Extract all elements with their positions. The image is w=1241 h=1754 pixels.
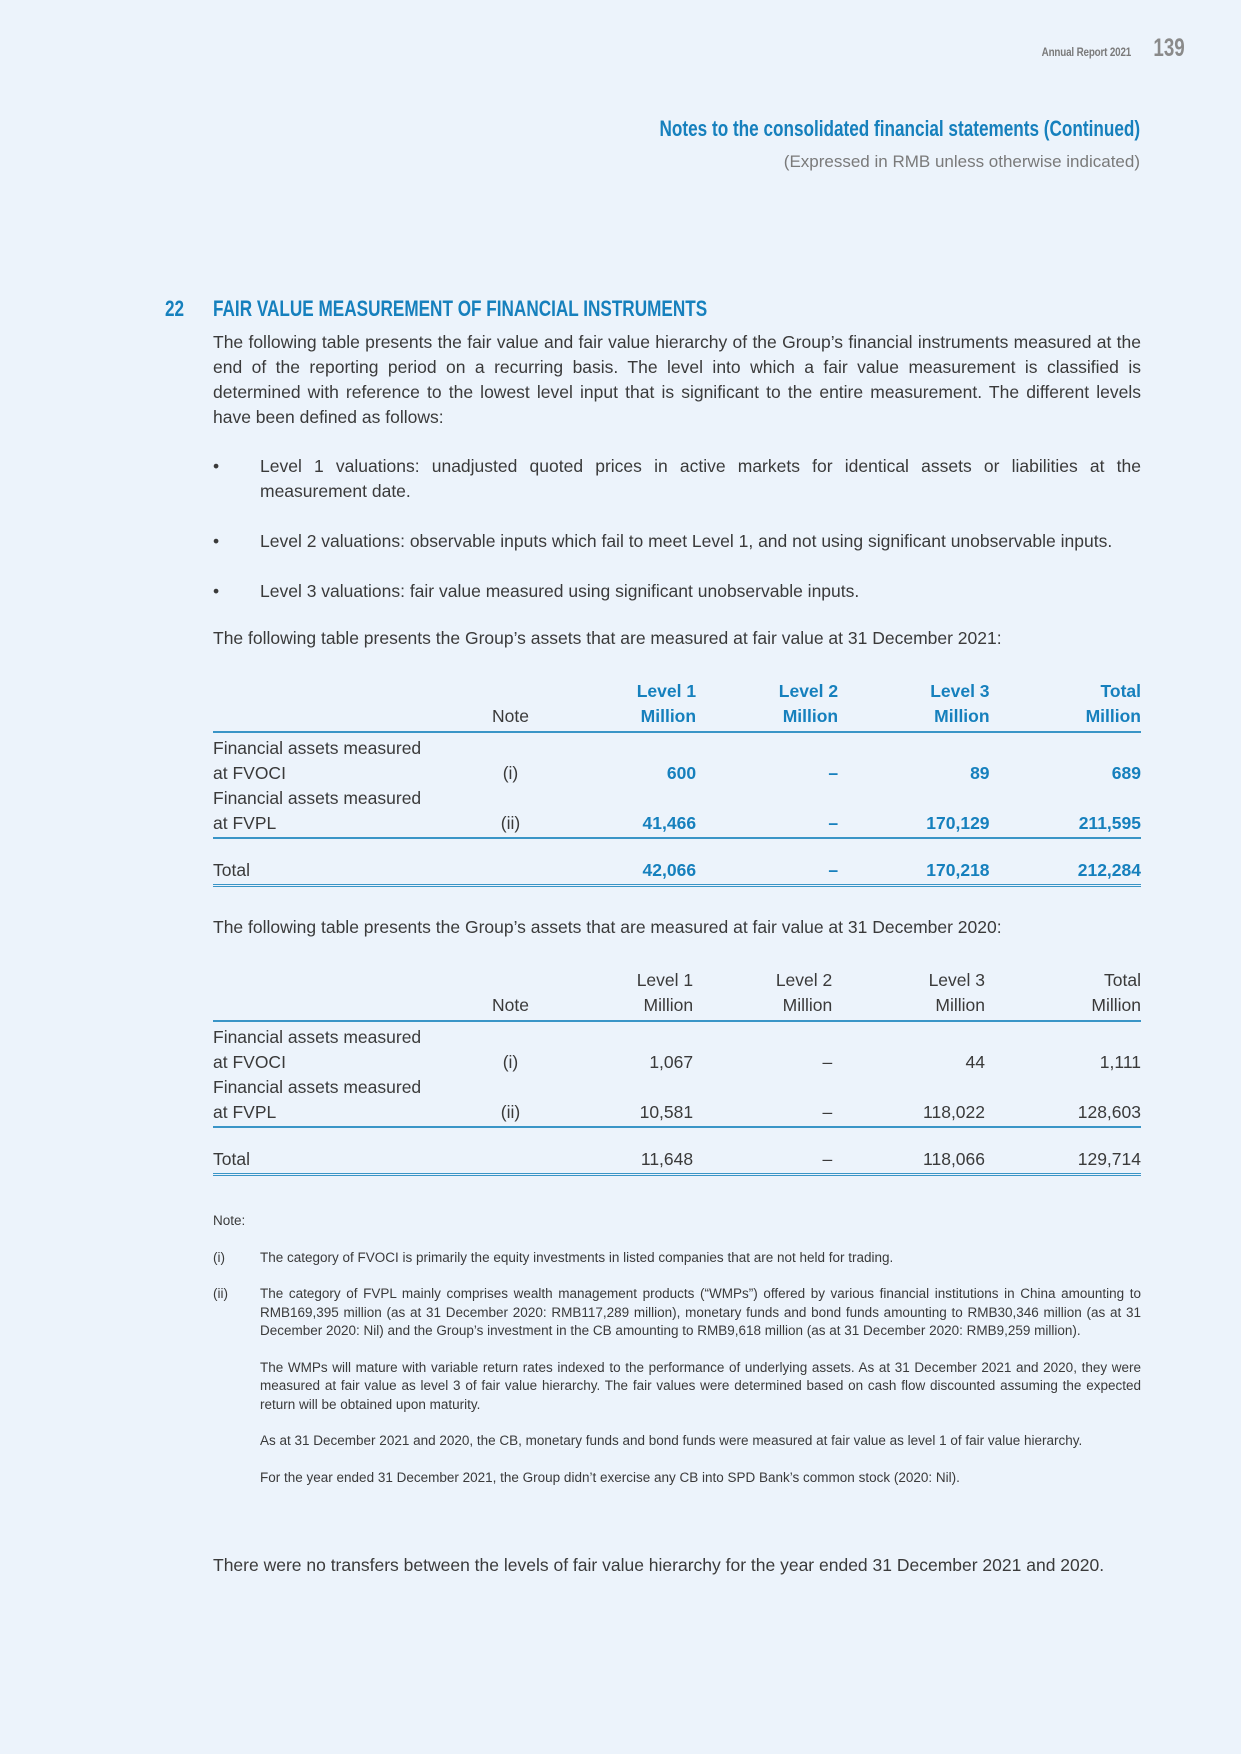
row-label: Financial assets measured xyxy=(213,738,422,758)
list-item-text: Level 1 valuations: unadjusted quoted prices in active markets for identical assets or liabilities at the measurement date. xyxy=(260,456,1141,501)
table-row xyxy=(213,1075,1141,1100)
row-note: (i) xyxy=(502,1052,519,1072)
note-text: The category of FVPL mainly comprises wealth management products (“WMPs”) offered by various financial institutions in China amounting to RMB169,395 million (as at 31 December 2020: RMB117,289 million), monetary funds and bond funds amounting to RMB30,346 million (as at 31 December 2020: Nil) and the Group’s investment in the CB amounting to RMB9,618 million (as at 31 December 2020: RMB9,259 million). xyxy=(260,1286,1141,1338)
header-note: Note xyxy=(467,704,554,732)
header-level1-unit: Million xyxy=(554,993,693,1021)
cell-total: 211,595 xyxy=(990,811,1141,838)
note-text: The WMPs will mature with variable return rates indexed to the performance of underlying assets. As at 31 December 2021 and 2020, they were measured at fair value as level 3 of fair value hierarchy. The fair values were determined based on cash flow discounted assuming the expected return will be obtained upon maturity. xyxy=(260,1359,1141,1412)
cell-level1: 600 xyxy=(666,763,697,783)
row-label: Financial assets measured xyxy=(213,1027,422,1047)
total-label: Total xyxy=(213,1127,467,1175)
total-label: Total xyxy=(213,838,467,886)
header-total: Total xyxy=(1104,970,1141,990)
header-note: Note xyxy=(467,993,554,1021)
cell-total: 128,603 xyxy=(985,1100,1141,1127)
page-header xyxy=(1022,34,1185,63)
table-row xyxy=(213,786,1141,811)
cell-total: 689 xyxy=(1111,763,1141,783)
table-row xyxy=(213,811,1141,838)
header-level1-unit: Million xyxy=(554,704,696,732)
total-row xyxy=(213,1127,1141,1175)
table-row xyxy=(213,1050,1141,1075)
cell-level3: 89 xyxy=(970,763,990,783)
total-level2: – xyxy=(693,1127,832,1175)
row-note: (i) xyxy=(502,763,519,783)
total-level3: 118,066 xyxy=(832,1127,985,1175)
row-note: (ii) xyxy=(467,1100,554,1127)
notes-section xyxy=(213,1212,1141,1505)
total-level1: 42,066 xyxy=(554,838,696,886)
table-2020-intro: The following table presents the Group’s assets that are measured at fair value at 31 December 2020: xyxy=(213,917,1002,937)
header-level2-unit: Million xyxy=(693,993,832,1021)
list-item xyxy=(213,529,1141,554)
header-level1: Level 1 xyxy=(636,970,694,990)
notes-label: Note: xyxy=(213,1213,246,1228)
page-number: 139 xyxy=(1153,34,1185,62)
cell-level2: – xyxy=(828,763,839,783)
header-total-unit: Million xyxy=(990,704,1141,732)
total-level2: – xyxy=(696,838,838,886)
fair-value-table-2020 xyxy=(213,968,1141,1176)
section-title: FAIR VALUE MEASUREMENT OF FINANCIAL INSTRUMENTS xyxy=(213,296,708,321)
row-label: at FVOCI xyxy=(213,1052,286,1072)
table-row xyxy=(213,761,1141,786)
note-text: For the year ended 31 December 2021, the Group didn’t exercise any CB into SPD Bank’s common stock (2020: Nil). xyxy=(260,1469,960,1485)
note-text: The category of FVOCI is primarily the equity investments in listed companies that are not held for trading. xyxy=(260,1249,894,1265)
cell-level1: 10,581 xyxy=(554,1100,693,1127)
total-total: 129,714 xyxy=(985,1127,1141,1175)
list-item xyxy=(213,454,1141,504)
closing-paragraph: There were no transfers between the levels of fair value hierarchy for the year ended 31 December 2021 and 2020. xyxy=(213,1555,1105,1575)
cell-level2: – xyxy=(693,1100,832,1127)
cell-level3: 118,022 xyxy=(832,1100,985,1127)
list-item xyxy=(213,579,1141,604)
intro-paragraph: The following table presents the fair value and fair value hierarchy of the Group’s financial instruments measured at the end of the reporting period on a recurring basis. The level into which a fair value measurement is classified is determined with reference to the lowest level input that is significant to the entire measurement. The different levels have been defined as follows: xyxy=(213,332,1141,427)
header-level3-unit: Million xyxy=(838,704,989,732)
table-row xyxy=(213,732,1141,761)
notes-title: Notes to the consolidated financial statements (Continued) xyxy=(659,116,1140,141)
row-label: at FVPL xyxy=(213,1100,467,1127)
cell-total: 1,111 xyxy=(1099,1052,1141,1072)
header-level2: Level 2 xyxy=(778,681,839,701)
row-label: at FVPL xyxy=(213,811,467,838)
cell-level1: 1,067 xyxy=(649,1052,694,1072)
level-definitions-list xyxy=(213,454,1141,604)
table-row xyxy=(213,1100,1141,1127)
header-level3: Level 3 xyxy=(930,681,990,701)
header-level1: Level 1 xyxy=(636,681,697,701)
cell-level2: – xyxy=(696,811,838,838)
bullet-icon: • xyxy=(213,456,220,476)
total-level1: 11,648 xyxy=(554,1127,693,1175)
row-label: Financial assets measured xyxy=(213,788,422,808)
list-item-text: Level 3 valuations: fair value measured using significant unobservable inputs. xyxy=(260,581,860,601)
cell-level3: 170,129 xyxy=(838,811,989,838)
total-level3: 170,218 xyxy=(838,838,989,886)
bullet-icon: • xyxy=(213,581,220,601)
header-level2: Level 2 xyxy=(775,970,833,990)
row-label: Financial assets measured xyxy=(213,1077,422,1097)
table-2021-intro: The following table presents the Group’s assets that are measured at fair value at 31 December 2021: xyxy=(213,628,1002,648)
fair-value-table-2021 xyxy=(213,679,1141,887)
cell-level1: 41,466 xyxy=(554,811,696,838)
cell-level3: 44 xyxy=(965,1052,986,1072)
bullet-icon: • xyxy=(213,531,220,551)
header-total-unit: Million xyxy=(985,993,1141,1021)
row-note: (ii) xyxy=(467,811,554,838)
notes-subtitle: (Expressed in RMB unless otherwise indicated) xyxy=(783,152,1140,171)
cell-level2: – xyxy=(822,1052,833,1072)
total-total: 212,284 xyxy=(990,838,1141,886)
note-item xyxy=(213,1249,1141,1268)
running-title: Annual Report 2021 xyxy=(1041,45,1132,59)
note-item xyxy=(213,1285,1141,1487)
total-row xyxy=(213,838,1141,886)
header-total: Total xyxy=(1100,681,1141,701)
note-marker: (ii) xyxy=(213,1286,228,1301)
note-marker: (i) xyxy=(213,1249,225,1265)
row-label: at FVOCI xyxy=(213,763,286,783)
header-level2-unit: Million xyxy=(696,704,838,732)
list-item-text: Level 2 valuations: observable inputs which fail to meet Level 1, and not using significant unobservable inputs. xyxy=(260,531,1113,551)
note-text: As at 31 December 2021 and 2020, the CB, monetary funds and bond funds were measured at fair value as level 1 of fair value hierarchy. xyxy=(260,1433,1083,1448)
section-number: 22 xyxy=(165,296,185,321)
header-level3-unit: Million xyxy=(832,993,985,1021)
table-row xyxy=(213,1021,1141,1050)
section-body xyxy=(213,330,1141,1176)
header-level3: Level 3 xyxy=(928,970,986,990)
